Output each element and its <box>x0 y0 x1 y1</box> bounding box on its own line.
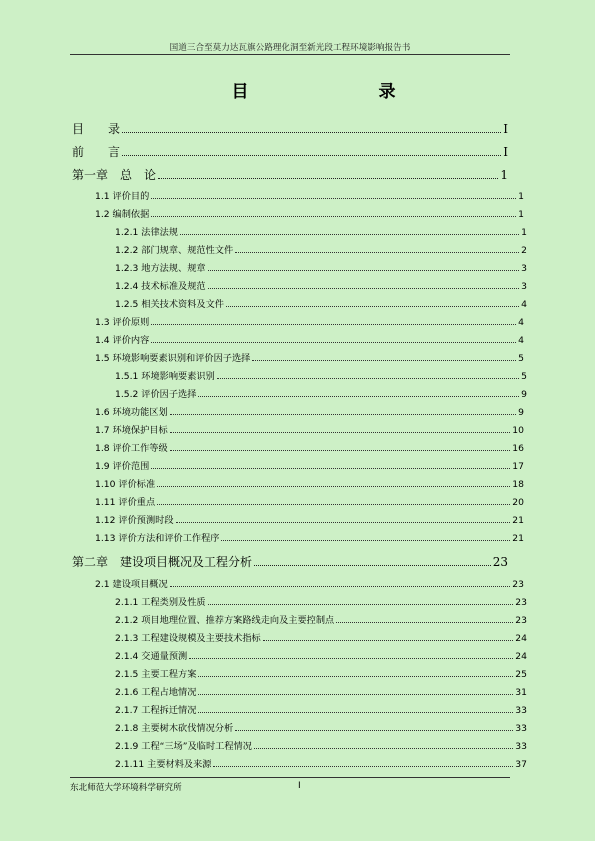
dot-leader <box>198 396 519 397</box>
toc-entry-page: 21 <box>512 533 524 544</box>
toc-entry-page: 9 <box>518 407 524 418</box>
toc-entry[interactable] <box>72 166 508 183</box>
toc-entry[interactable] <box>115 368 527 382</box>
toc-entry[interactable] <box>95 422 524 436</box>
dot-leader <box>151 342 516 343</box>
toc-entry-label: 1.2.3 地方法规、规章 <box>115 263 206 274</box>
toc-entry[interactable] <box>115 756 527 770</box>
dot-leader <box>158 178 498 179</box>
dot-leader <box>170 414 516 415</box>
toc-entry-label: 1.9 评价范围 <box>95 461 150 472</box>
running-header: 国道三合至莫力达瓦旗公路理化洞至新光段工程环境影响报告书 <box>169 43 411 53</box>
toc-entry-label: 2.1.4 交通量预测 <box>115 651 188 662</box>
toc-entry-label: 1.13 评价方法和评价工作程序 <box>95 533 220 544</box>
toc-entry-page: 10 <box>512 425 524 436</box>
toc-entry-page: 20 <box>512 497 524 508</box>
toc-entry-label: 1.2.1 法律法规 <box>115 227 179 238</box>
toc-entry-label: 1.2 编制依据 <box>95 209 150 220</box>
toc-entry[interactable] <box>95 440 524 454</box>
toc-entry-page: 33 <box>515 705 527 716</box>
dot-leader <box>226 306 519 307</box>
toc-entry[interactable] <box>95 458 524 472</box>
toc-entry[interactable] <box>115 594 527 608</box>
toc-entry-page: 17 <box>512 461 524 472</box>
toc-entry[interactable] <box>95 188 524 202</box>
dot-leader <box>198 694 513 695</box>
toc-entry-label: 1.6 环境功能区划 <box>95 407 168 418</box>
dot-leader <box>336 622 513 623</box>
toc-entry-label: 1.2.4 技术标准及规范 <box>115 281 206 292</box>
toc-entry-page: 18 <box>512 479 524 490</box>
toc-entry-page: 23 <box>515 597 527 608</box>
toc-entry[interactable] <box>115 738 527 752</box>
toc-entry-label: 1.8 评价工作等级 <box>95 443 168 454</box>
toc-entry-page: 9 <box>521 389 527 400</box>
toc-entry[interactable] <box>115 702 527 716</box>
dot-leader <box>170 586 511 587</box>
footer-rule <box>70 777 510 778</box>
toc-entry-page: 1 <box>518 209 524 220</box>
dot-leader <box>208 604 514 605</box>
toc-entry[interactable] <box>115 684 527 698</box>
toc-entry-label: 前 言 <box>72 145 121 159</box>
dot-leader <box>235 730 513 731</box>
page-title: 目 录 <box>231 82 428 102</box>
dot-leader <box>254 748 513 749</box>
toc-entry[interactable] <box>95 404 524 418</box>
toc-entry[interactable] <box>95 314 524 328</box>
toc-entry[interactable] <box>115 278 527 292</box>
toc-entry-label: 目 录 <box>72 122 121 136</box>
toc-entry-label: 1.3 评价原则 <box>95 317 150 328</box>
dot-leader <box>180 234 519 235</box>
dot-leader <box>208 270 520 271</box>
toc-entry-label: 1.12 评价预测时段 <box>95 515 174 526</box>
toc-entry[interactable] <box>115 666 527 680</box>
dot-leader <box>122 155 501 156</box>
toc-entry-label: 1.10 评价标准 <box>95 479 156 490</box>
dot-leader <box>198 712 513 713</box>
toc-entry[interactable] <box>95 494 524 508</box>
toc-entry[interactable] <box>115 386 527 400</box>
toc-entry-label: 第二章 建设项目概况及工程分析 <box>72 555 253 569</box>
toc-entry-label: 1.2.2 部门规章、规范性文件 <box>115 245 234 256</box>
toc-entry-page: 25 <box>515 669 527 680</box>
toc-entry[interactable] <box>115 260 527 274</box>
toc-entry-page: 3 <box>521 281 527 292</box>
toc-entry-page: 5 <box>521 371 527 382</box>
toc-entry[interactable] <box>115 224 527 238</box>
toc-entry-label: 2.1 建设项目概况 <box>95 579 168 590</box>
dot-leader <box>176 522 511 523</box>
toc-entry[interactable] <box>95 530 524 544</box>
toc-entry[interactable] <box>115 630 527 644</box>
dot-leader <box>235 252 519 253</box>
dot-leader <box>151 198 516 199</box>
toc-entry-page: Ⅰ <box>503 145 508 159</box>
toc-entry-label: 1.5.1 环境影响要素识别 <box>115 371 215 382</box>
toc-entry-label: 第一章 总 论 <box>72 168 157 182</box>
toc-entry-label: 2.1.7 工程拆迁情况 <box>115 705 197 716</box>
toc-entry[interactable] <box>72 553 508 570</box>
toc-entry-label: 2.1.1 工程类别及性质 <box>115 597 206 608</box>
header-rule <box>70 54 510 55</box>
dot-leader <box>151 468 510 469</box>
dot-leader <box>217 378 519 379</box>
dot-leader <box>170 432 511 433</box>
toc-entry-page: 31 <box>515 687 527 698</box>
toc-entry-label: 2.1.9 工程“三场”及临时工程情况 <box>115 741 252 752</box>
toc-entry[interactable] <box>115 296 527 310</box>
dot-leader <box>122 132 501 133</box>
toc-entry-page: 1 <box>521 227 527 238</box>
toc-entry-page: 16 <box>512 443 524 454</box>
toc-entry-page: 33 <box>515 741 527 752</box>
toc-entry[interactable] <box>72 143 508 160</box>
toc-entry-page: 23 <box>515 615 527 626</box>
dot-leader <box>157 504 510 505</box>
toc-entry-page: 23 <box>492 555 508 569</box>
toc-entry[interactable] <box>95 350 524 364</box>
toc-entry-label: 1.11 评价重点 <box>95 497 156 508</box>
toc-entry-page: 2 <box>521 245 527 256</box>
dot-leader <box>208 288 520 289</box>
toc-entry-page: Ⅰ <box>503 122 508 136</box>
dot-leader <box>157 486 510 487</box>
toc-entry-page: 24 <box>515 633 527 644</box>
toc-entry[interactable] <box>115 720 527 734</box>
toc-entry-page: 24 <box>515 651 527 662</box>
toc-entry[interactable] <box>72 120 508 137</box>
toc-entry-page: 4 <box>521 299 527 310</box>
dot-leader <box>263 640 514 641</box>
toc-entry-label: 1.1 评价目的 <box>95 191 150 202</box>
dot-leader <box>170 450 511 451</box>
footer-page-number: Ⅰ <box>298 781 301 791</box>
toc-entry-page: 1 <box>518 191 524 202</box>
toc-entry[interactable] <box>95 206 524 220</box>
toc-entry-page: 1 <box>500 168 508 182</box>
toc-entry[interactable] <box>95 512 524 526</box>
dot-leader <box>198 676 513 677</box>
toc-entry[interactable] <box>95 576 524 590</box>
dot-leader <box>151 216 516 217</box>
toc-entry-label: 1.5.2 评价因子选择 <box>115 389 197 400</box>
toc-entry-label: 1.7 环境保护目标 <box>95 425 168 436</box>
toc-entry-label: 2.1.8 主要树木砍伐情况分析 <box>115 723 234 734</box>
toc-entry-label: 1.5 环境影响要素识别和评价因子选择 <box>95 353 251 364</box>
toc-entry[interactable] <box>115 242 527 256</box>
toc-entry-label: 2.1.6 工程占地情况 <box>115 687 197 698</box>
toc-entry-label: 1.4 评价内容 <box>95 335 150 346</box>
toc-entry-label: 2.1.2 项目地理位置、推荐方案路线走向及主要控制点 <box>115 615 335 626</box>
footer-organization: 东北师范大学环境科学研究所 <box>70 783 182 793</box>
toc-entry-page: 23 <box>512 579 524 590</box>
toc-entry-page: 4 <box>518 317 524 328</box>
toc-entry-label: 2.1.11 主要材料及来源 <box>115 759 212 770</box>
toc-entry-page: 37 <box>515 759 527 770</box>
toc-entry-label: 2.1.3 工程建设规模及主要技术指标 <box>115 633 261 644</box>
dot-leader <box>213 766 513 767</box>
toc-entry-page: 4 <box>518 335 524 346</box>
toc-entry-label: 1.2.5 相关技术资料及文件 <box>115 299 224 310</box>
toc-entry[interactable] <box>95 332 524 346</box>
toc-entry-page: 5 <box>518 353 524 364</box>
dot-leader <box>254 565 491 566</box>
toc-entry-page: 21 <box>512 515 524 526</box>
dot-leader <box>189 658 513 659</box>
toc-entry[interactable] <box>95 476 524 490</box>
dot-leader <box>221 540 510 541</box>
toc-entry-page: 33 <box>515 723 527 734</box>
dot-leader <box>252 360 516 361</box>
toc-entry-label: 2.1.5 主要工程方案 <box>115 669 197 680</box>
toc-entry-page: 3 <box>521 263 527 274</box>
toc-entry[interactable] <box>115 612 527 626</box>
toc-entry[interactable] <box>115 648 527 662</box>
dot-leader <box>151 324 516 325</box>
